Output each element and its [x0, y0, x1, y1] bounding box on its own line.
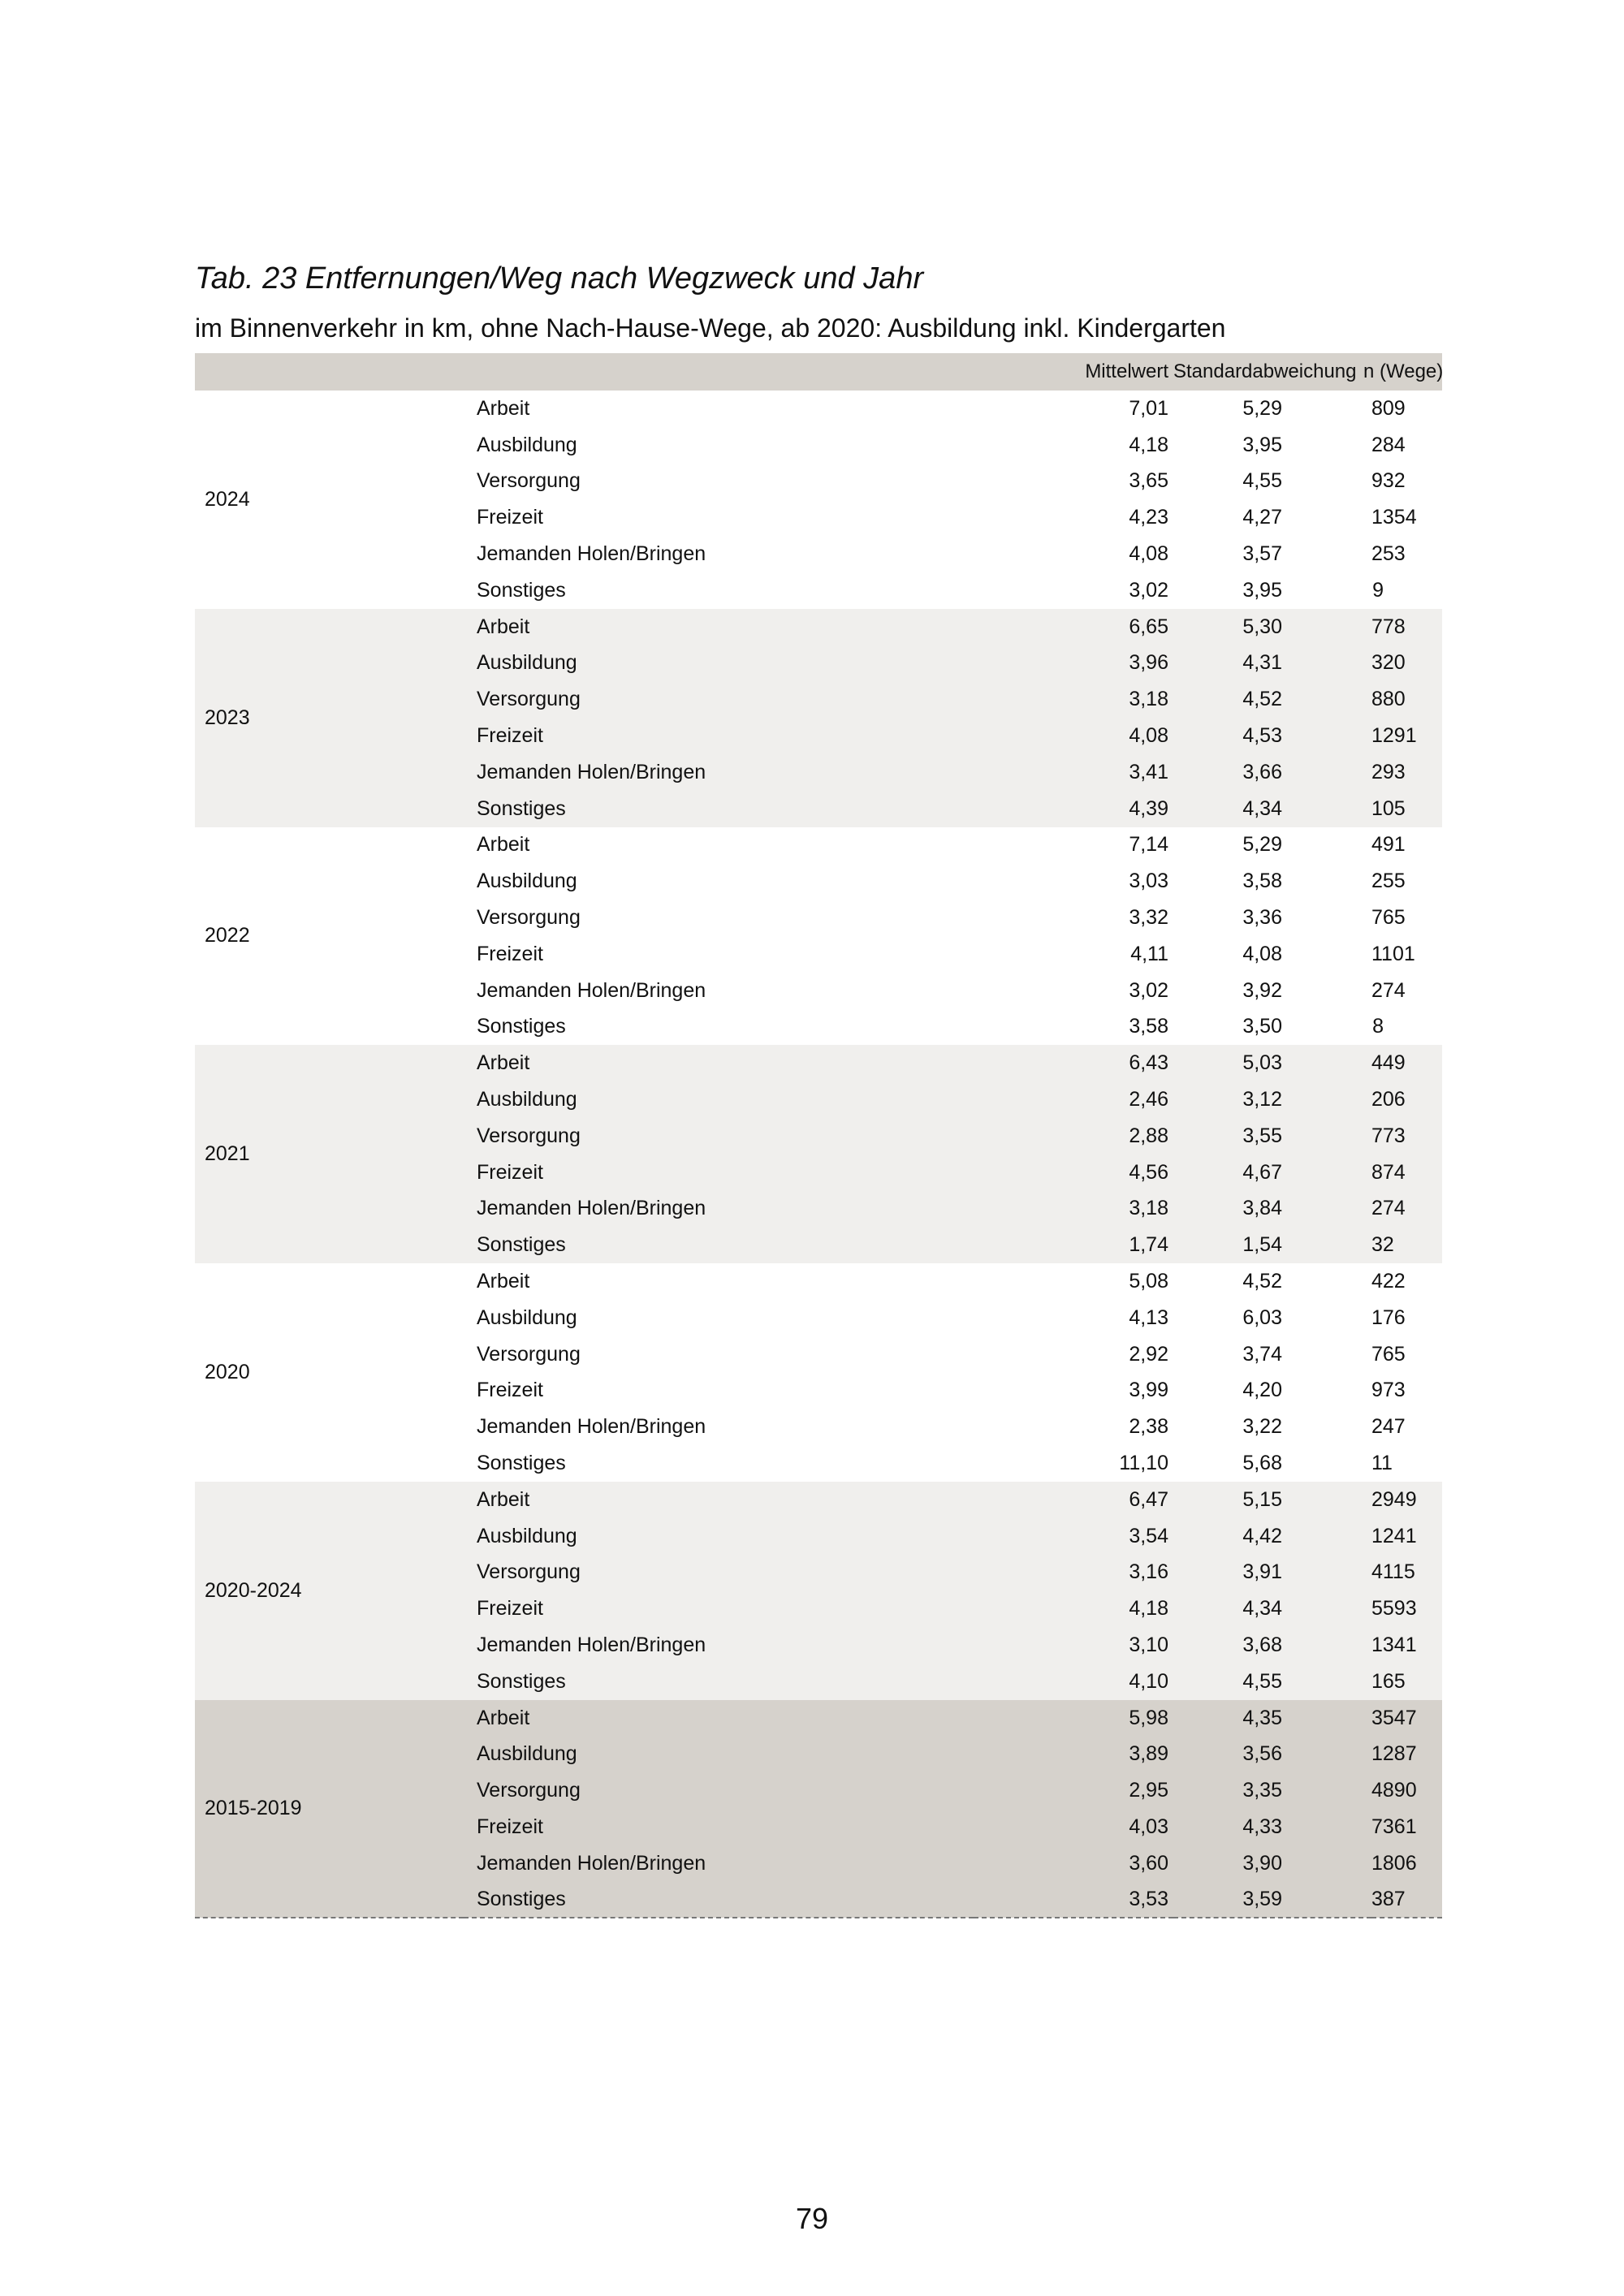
mean-cell: 4,23 [1129, 506, 1168, 529]
n-cell: 274 [1371, 1197, 1406, 1220]
purpose-cell: Sonstiges [477, 1888, 566, 1911]
n-cell: 3547 [1371, 1706, 1417, 1729]
year-cell: 2020-2024 [205, 1578, 302, 1602]
mean-cell: 2,95 [1129, 1779, 1168, 1802]
year-group-2021 [195, 1045, 1442, 1263]
year-group-2024 [195, 391, 1442, 609]
n-cell: 773 [1371, 1124, 1406, 1147]
mean-cell: 4,10 [1129, 1669, 1168, 1693]
distance-table [195, 353, 1442, 1918]
sd-cell: 3,22 [1242, 1415, 1282, 1439]
purpose-cell: Arbeit [477, 1270, 530, 1293]
sd-cell: 4,42 [1242, 1524, 1282, 1547]
n-cell: 253 [1371, 542, 1406, 566]
purpose-cell: Jemanden Holen/Bringen [477, 1633, 706, 1656]
purpose-cell: Versorgung [477, 688, 581, 711]
sd-cell: 3,58 [1242, 870, 1282, 893]
mean-cell: 2,38 [1129, 1415, 1168, 1439]
sd-cell: 4,35 [1242, 1706, 1282, 1729]
n-cell: 5593 [1371, 1597, 1417, 1621]
sd-cell: 3,36 [1242, 906, 1282, 930]
n-cell: 874 [1371, 1160, 1406, 1184]
n-cell: 1354 [1371, 506, 1417, 529]
n-cell: 9 [1372, 578, 1384, 602]
mean-cell: 7,14 [1129, 833, 1168, 857]
header-mean: Mittelwert [1085, 360, 1168, 382]
mean-cell: 11,10 [1119, 1452, 1168, 1474]
mean-cell: 4,11 [1130, 942, 1168, 965]
purpose-cell: Freizeit [477, 1815, 543, 1838]
year-group-2020 [195, 1263, 1442, 1482]
n-cell: 11 [1371, 1452, 1393, 1474]
purpose-cell: Versorgung [477, 469, 581, 493]
purpose-cell: Versorgung [477, 1342, 581, 1366]
purpose-cell: Sonstiges [477, 578, 566, 602]
n-cell: 765 [1371, 1342, 1406, 1366]
table-row [195, 609, 1442, 645]
sd-cell: 5,29 [1242, 833, 1282, 857]
mean-cell: 3,54 [1129, 1524, 1168, 1547]
mean-cell: 4,18 [1129, 433, 1168, 456]
sd-cell: 4,67 [1242, 1160, 1282, 1184]
mean-cell: 3,60 [1129, 1851, 1168, 1875]
sd-cell: 3,55 [1242, 1124, 1282, 1147]
header-n-label: n (Wege) [1363, 360, 1444, 382]
mean-cell: 4,18 [1129, 1597, 1168, 1621]
table-row [195, 1045, 1442, 1081]
sd-cell: 3,74 [1242, 1342, 1282, 1366]
purpose-cell: Arbeit [477, 1706, 530, 1729]
purpose-cell: Versorgung [477, 1124, 581, 1147]
purpose-cell: Arbeit [477, 1487, 530, 1511]
mean-cell: 4,08 [1129, 542, 1168, 566]
mean-cell: 4,03 [1129, 1815, 1168, 1838]
mean-cell: 6,47 [1129, 1487, 1168, 1511]
sd-cell: 3,91 [1242, 1560, 1282, 1584]
table-row [195, 1263, 1442, 1300]
purpose-cell: Jemanden Holen/Bringen [477, 978, 706, 1002]
n-cell: 165 [1371, 1669, 1406, 1693]
n-cell: 4890 [1371, 1779, 1417, 1802]
mean-cell: 3,99 [1129, 1379, 1168, 1402]
header-purpose [464, 353, 974, 391]
n-cell: 973 [1371, 1379, 1406, 1402]
purpose-cell: Ausbildung [477, 1306, 577, 1329]
n-cell: 932 [1371, 469, 1406, 493]
purpose-cell: Arbeit [477, 833, 530, 857]
purpose-cell: Jemanden Holen/Bringen [477, 1415, 706, 1439]
sd-cell: 4,33 [1242, 1815, 1282, 1838]
year-cell: 2024 [205, 487, 250, 511]
mean-cell: 3,18 [1129, 688, 1168, 711]
year-cell: 2022 [205, 924, 250, 947]
n-cell: 293 [1371, 760, 1406, 783]
sd-cell: 4,55 [1242, 1669, 1282, 1693]
header-row [195, 353, 1442, 391]
sd-cell: 5,30 [1242, 615, 1282, 638]
mean-cell: 7,01 [1129, 396, 1168, 420]
n-cell: 422 [1371, 1270, 1406, 1293]
n-cell: 1806 [1371, 1851, 1417, 1875]
sd-cell: 3,56 [1242, 1742, 1282, 1766]
mean-cell: 3,53 [1129, 1888, 1168, 1911]
purpose-cell: Ausbildung [477, 1742, 577, 1766]
mean-cell: 4,08 [1129, 724, 1168, 748]
sd-cell: 3,35 [1242, 1779, 1282, 1802]
n-cell: 105 [1371, 796, 1406, 820]
sd-cell: 4,52 [1242, 688, 1282, 711]
sd-cell: 3,12 [1242, 1088, 1282, 1111]
purpose-cell: Ausbildung [477, 1524, 577, 1547]
n-cell: 2949 [1371, 1487, 1417, 1511]
mean-cell: 2,88 [1129, 1124, 1168, 1147]
mean-cell: 3,02 [1129, 978, 1168, 1002]
sd-cell: 4,34 [1242, 1597, 1282, 1621]
mean-cell: 2,46 [1129, 1088, 1168, 1111]
header-year [195, 353, 464, 391]
year-cell: 2020 [205, 1361, 250, 1384]
purpose-cell: Arbeit [477, 615, 530, 638]
mean-cell: 2,92 [1129, 1342, 1168, 1366]
mean-cell: 1,74 [1129, 1233, 1168, 1257]
mean-cell: 3,58 [1129, 1015, 1168, 1038]
table-row [195, 827, 1442, 864]
sd-cell: 5,15 [1242, 1487, 1282, 1511]
mean-cell: 4,56 [1129, 1160, 1168, 1184]
mean-cell: 3,02 [1129, 578, 1168, 602]
purpose-cell: Arbeit [477, 396, 530, 420]
n-cell: 1291 [1371, 724, 1417, 748]
table-row [195, 1482, 1442, 1518]
sd-cell: 4,20 [1242, 1379, 1282, 1402]
n-cell: 1101 [1371, 942, 1415, 965]
mean-cell: 3,03 [1129, 870, 1168, 893]
mean-cell: 4,13 [1129, 1306, 1168, 1329]
sd-cell: 3,68 [1242, 1633, 1282, 1656]
purpose-cell: Versorgung [477, 1560, 581, 1584]
sd-cell: 5,68 [1242, 1452, 1282, 1474]
sd-cell: 3,66 [1242, 760, 1282, 783]
mean-cell: 3,65 [1129, 469, 1168, 493]
mean-cell: 3,96 [1129, 651, 1168, 675]
n-cell: 32 [1371, 1233, 1394, 1257]
purpose-cell: Jemanden Holen/Bringen [477, 760, 706, 783]
mean-cell: 3,41 [1129, 760, 1168, 783]
purpose-cell: Freizeit [477, 1379, 543, 1402]
n-cell: 1241 [1371, 1524, 1417, 1547]
purpose-cell: Arbeit [477, 1051, 530, 1075]
mean-cell: 5,98 [1129, 1706, 1168, 1729]
n-cell: 1341 [1371, 1633, 1417, 1656]
year-group-2022 [195, 827, 1442, 1046]
n-cell: 765 [1371, 906, 1406, 930]
purpose-cell: Freizeit [477, 506, 543, 529]
sd-cell: 1,54 [1242, 1233, 1282, 1257]
purpose-cell: Ausbildung [477, 651, 577, 675]
purpose-cell: Jemanden Holen/Bringen [477, 1851, 706, 1875]
n-cell: 778 [1371, 615, 1406, 638]
n-cell: 491 [1371, 833, 1406, 857]
year-cell: 2021 [205, 1142, 250, 1166]
n-cell: 7361 [1371, 1815, 1417, 1838]
n-cell: 284 [1371, 433, 1406, 456]
mean-cell: 5,08 [1129, 1270, 1168, 1293]
n-cell: 4115 [1371, 1560, 1415, 1584]
n-cell: 809 [1371, 396, 1406, 420]
year-cell: 2023 [205, 706, 250, 729]
sd-cell: 3,59 [1242, 1888, 1282, 1911]
n-cell: 320 [1371, 651, 1406, 675]
purpose-cell: Sonstiges [477, 1233, 566, 1257]
purpose-cell: Jemanden Holen/Bringen [477, 542, 706, 566]
sd-cell: 3,92 [1242, 978, 1282, 1002]
sd-cell: 4,31 [1242, 651, 1282, 675]
purpose-cell: Versorgung [477, 906, 581, 930]
year-group-2023 [195, 609, 1442, 827]
n-cell: 176 [1371, 1306, 1406, 1329]
n-cell: 247 [1371, 1415, 1406, 1439]
purpose-cell: Sonstiges [477, 796, 566, 820]
sd-cell: 3,95 [1242, 578, 1282, 602]
mean-cell: 6,65 [1129, 615, 1168, 638]
purpose-cell: Versorgung [477, 1779, 581, 1802]
purpose-cell: Sonstiges [477, 1452, 566, 1474]
n-cell: 8 [1372, 1015, 1384, 1038]
sd-cell: 3,95 [1242, 433, 1282, 456]
sd-cell: 4,52 [1242, 1270, 1282, 1293]
year-cell: 2015-2019 [205, 1797, 302, 1820]
purpose-cell: Freizeit [477, 1160, 543, 1184]
year-group-2015-2019 [195, 1700, 1442, 1918]
purpose-cell: Freizeit [477, 942, 543, 965]
sd-cell: 3,90 [1242, 1851, 1282, 1875]
year-group-2020-2024 [195, 1482, 1442, 1700]
sd-cell: 4,53 [1242, 724, 1282, 748]
sd-cell: 6,03 [1242, 1306, 1282, 1329]
table-header [195, 353, 1442, 391]
n-cell: 880 [1371, 688, 1406, 711]
table-row [195, 1700, 1442, 1737]
header-sd: Standardabweichung [1173, 360, 1357, 382]
sd-cell: 3,84 [1242, 1197, 1282, 1220]
mean-cell: 3,10 [1129, 1633, 1168, 1656]
mean-cell: 6,43 [1129, 1051, 1168, 1075]
mean-cell: 3,16 [1129, 1560, 1168, 1584]
n-cell: 255 [1371, 870, 1406, 893]
purpose-cell: Freizeit [477, 724, 543, 748]
purpose-cell: Ausbildung [477, 870, 577, 893]
sd-cell: 4,27 [1242, 506, 1282, 529]
mean-cell: 3,89 [1129, 1742, 1168, 1766]
purpose-cell: Sonstiges [477, 1669, 566, 1693]
purpose-cell: Jemanden Holen/Bringen [477, 1197, 706, 1220]
mean-cell: 4,39 [1129, 796, 1168, 820]
table-row [195, 391, 1442, 427]
sd-cell: 4,08 [1242, 942, 1282, 965]
purpose-cell: Freizeit [477, 1597, 543, 1621]
sd-cell: 3,50 [1242, 1015, 1282, 1038]
mean-cell: 3,32 [1129, 906, 1168, 930]
sd-cell: 3,57 [1242, 542, 1282, 566]
mean-cell: 3,18 [1129, 1197, 1168, 1220]
purpose-cell: Sonstiges [477, 1015, 566, 1038]
sd-cell: 5,03 [1242, 1051, 1282, 1075]
n-cell: 1287 [1371, 1742, 1417, 1766]
n-cell: 206 [1371, 1088, 1406, 1111]
purpose-cell: Ausbildung [477, 1088, 577, 1111]
header-n [1363, 353, 1444, 391]
n-cell: 387 [1371, 1888, 1406, 1911]
sd-cell: 4,55 [1242, 469, 1282, 493]
n-cell: 449 [1371, 1051, 1406, 1075]
table-subtitle: im Binnenverkehr in km, ohne Nach-Hause-Wege, ab 2020: Ausbildung inkl. Kindergarten [195, 313, 1226, 343]
page-number: 79 [795, 2202, 829, 2235]
n-cell: 274 [1371, 978, 1406, 1002]
purpose-cell: Ausbildung [477, 433, 577, 456]
table-title: Tab. 23 Entfernungen/Weg nach Wegzweck und Jahr [195, 261, 924, 296]
sd-cell: 4,34 [1242, 796, 1282, 820]
sd-cell: 5,29 [1242, 396, 1282, 420]
